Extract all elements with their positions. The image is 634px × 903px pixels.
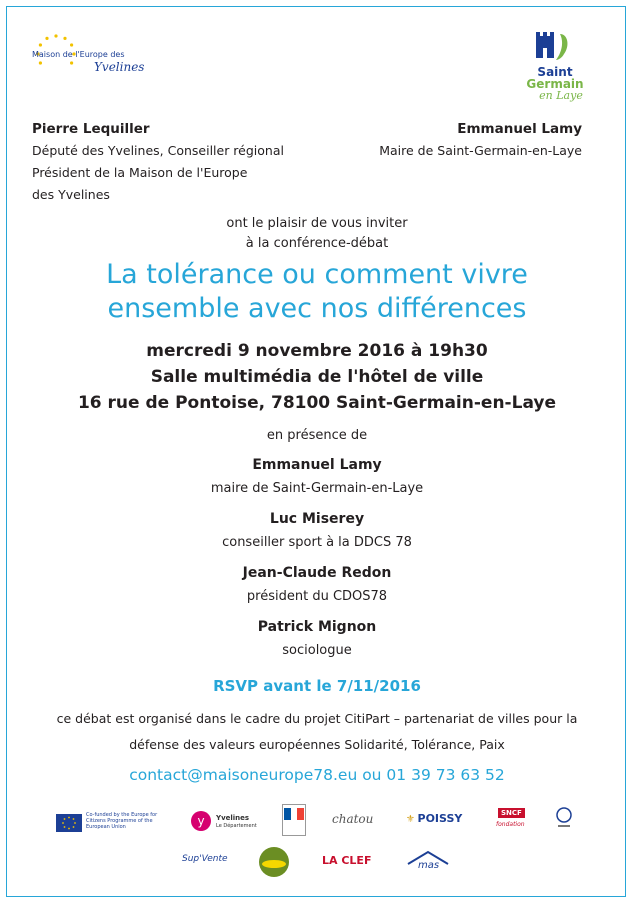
- presence-label: en présence de: [266, 428, 368, 443]
- eu-flag-icon: [56, 814, 82, 832]
- yvelines-logo: [190, 810, 260, 836]
- yvelines-sub: Le Département: [216, 823, 257, 829]
- host-right: [322, 118, 582, 162]
- title-line: ensemble avec nos différences: [107, 293, 527, 324]
- maison-europe-logo-line2: Yvelines: [94, 60, 145, 74]
- supvente-logo: Sup'Vente: [182, 854, 228, 864]
- saint-germain-logo-line2: Germain: [526, 77, 584, 91]
- saint-germain-logo-line3: en Laye: [539, 89, 583, 102]
- speaker-name: Patrick Mignon: [257, 619, 377, 635]
- speakers-section: [0, 427, 634, 663]
- title-line: La tolérance ou comment vivre: [106, 259, 528, 290]
- cdos-emblem-icon: [554, 806, 574, 830]
- host-left-name: Pierre Lequiller: [32, 121, 150, 137]
- poissy-logo: [406, 812, 476, 825]
- speaker-role: président du CDOS78: [246, 589, 388, 604]
- event-details: [0, 338, 634, 416]
- speaker-name: Emmanuel Lamy: [252, 457, 382, 473]
- speaker-role: maire de Saint-Germain-en-Laye: [210, 481, 424, 496]
- intro-line: à la conférence-débat: [245, 236, 389, 251]
- invitation-intro: [0, 214, 634, 254]
- saint-germain-logo: [518, 30, 588, 110]
- soucoupe-badge-icon: [258, 846, 290, 878]
- french-flag-icon: [284, 808, 304, 820]
- host-left: [32, 118, 332, 206]
- sncf-sub: fondation: [496, 821, 525, 828]
- contact-info[interactable]: contact@maisoneurope78.eu ou 01 39 73 63 52: [129, 766, 505, 784]
- speaker-name: Jean-Claude Redon: [242, 565, 392, 581]
- maison-europe-logo-line1: Maison de l'Europe des: [32, 50, 125, 59]
- event-date: mercredi 9 novembre 2016 à 19h30: [146, 341, 488, 361]
- partner-logos: [40, 800, 610, 890]
- laclef-logo: LA CLEF: [322, 854, 372, 867]
- rsvp-deadline: RSVP avant le 7/11/2016: [213, 677, 421, 695]
- svg-text:y: y: [197, 814, 205, 828]
- poissy-label: POISSY: [417, 812, 463, 825]
- cdos-logo: [554, 806, 574, 830]
- sncf-logo: [492, 806, 542, 834]
- chatou-logo: chatou: [332, 812, 374, 826]
- poissy-crest-icon: ⚜: [406, 814, 415, 825]
- host-left-line: Député des Yvelines, Conseiller régional: [32, 143, 284, 158]
- host-right-line: Maire de Saint-Germain-en-Laye: [379, 143, 582, 158]
- intro-line: ont le plaisir de vous inviter: [226, 216, 408, 231]
- city-crest-icon: [534, 30, 574, 66]
- host-left-line: des Yvelines: [32, 187, 110, 202]
- republique-logo: [282, 804, 306, 836]
- eu-funding-text: Co-funded by the Europe for Citizens Programme of the European Union: [86, 812, 158, 830]
- context-line: défense des valeurs européennes Solidarité, Tolérance, Paix: [129, 737, 505, 752]
- eu-logo: [56, 810, 166, 838]
- yvelines-label: Yvelines: [216, 814, 250, 822]
- host-left-line: Président de la Maison de l'Europe: [32, 165, 248, 180]
- sncf-label: SNCF: [498, 808, 525, 818]
- speaker-role: conseiller sport à la DDCS 78: [222, 535, 412, 550]
- speaker-name: Luc Miserey: [269, 511, 365, 527]
- speaker-role: sociologue: [282, 643, 352, 658]
- yvelines-mark-icon: [190, 810, 212, 832]
- mas-label: mas: [418, 860, 440, 871]
- host-right-name: Emmanuel Lamy: [457, 121, 582, 137]
- soucoupe-logo: [258, 846, 290, 878]
- mas-logo: [406, 850, 450, 876]
- saint-germain-logo-line1: Saint: [537, 65, 573, 79]
- event-venue: Salle multimédia de l'hôtel de ville: [150, 367, 484, 387]
- maison-europe-logo: [22, 30, 162, 92]
- event-address: 16 rue de Pontoise, 78100 Saint-Germain-en-Laye: [77, 393, 557, 413]
- project-context: [0, 706, 634, 758]
- conference-title: [0, 258, 634, 326]
- context-line: ce débat est organisé dans le cadre du projet CitiPart – partenariat de villes pour la: [56, 711, 578, 726]
